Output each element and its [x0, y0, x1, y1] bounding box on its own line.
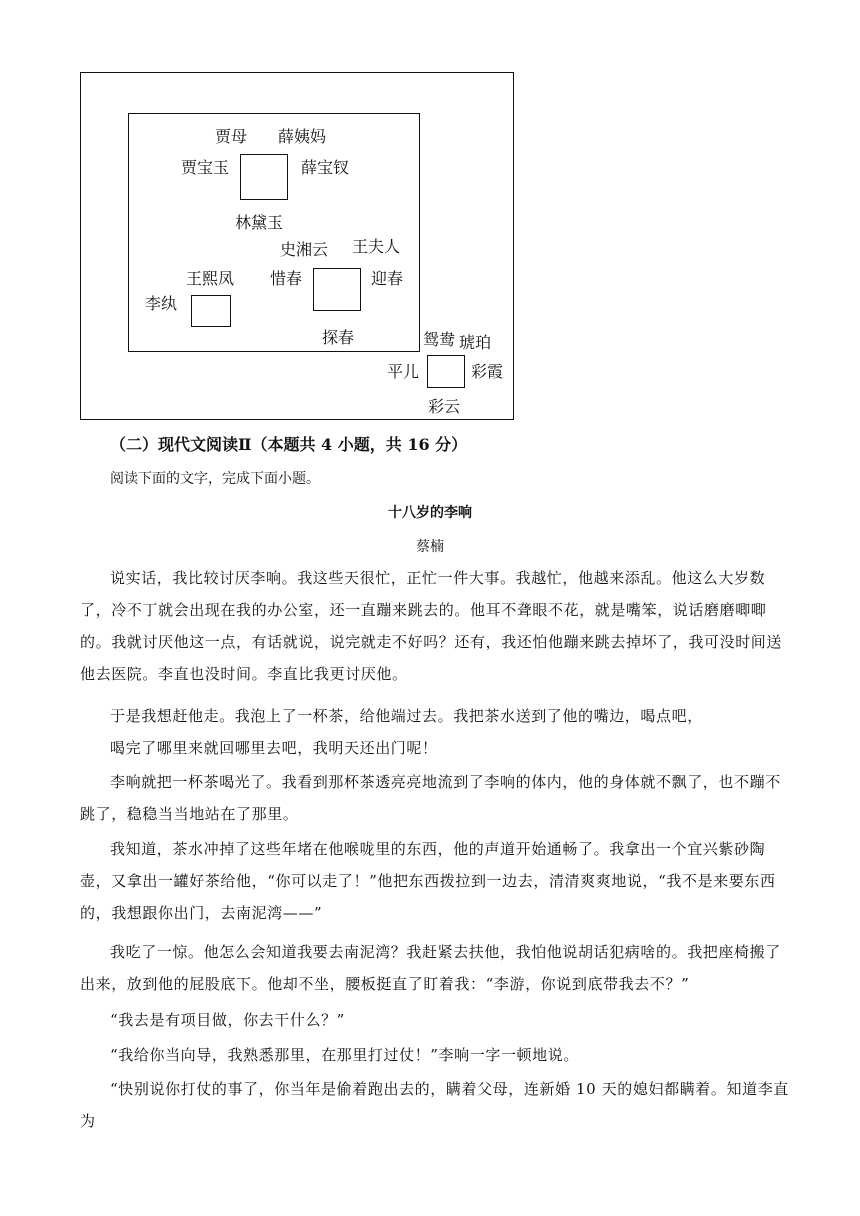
paragraph-3: 喝完了哪里来就回哪里去吧，我明天还出门呢！	[110, 739, 438, 757]
label-wangfuren: 王夫人	[352, 237, 401, 256]
label-yingchun: 迎春	[371, 269, 404, 288]
paragraph-7: “我去是有项目做，你去干什么？”	[110, 1011, 345, 1029]
label-ping-er: 平儿	[387, 362, 420, 381]
seat-box-liwan	[191, 295, 231, 327]
seat-box-baoyu	[240, 154, 288, 200]
label-caixia: 彩霞	[471, 362, 504, 381]
label-shixiangyun: 史湘云	[280, 240, 329, 259]
label-liwan: 李纨	[145, 294, 178, 313]
label-jiamu: 贾母	[215, 127, 248, 146]
label-tanchun: 探春	[322, 328, 355, 347]
paragraph-4: 李响就把一杯茶喝光了。我看到那杯茶透亮亮地流到了李响的体内，他的身体就不飘了，也不蹦不跳了，稳稳当当地站在了那里。	[80, 773, 781, 823]
label-xueyima: 薛姨妈	[278, 127, 327, 146]
paragraph-1: 说实话，我比较讨厌李响。我这些天很忙，正忙一件大事。我越忙，他越来添乱。他这么大岁数了，冷不丁就会出现在我的办公室，还一直蹦来跳去的。他耳不聋眼不花，就是嘴笨，说话磨磨唧唧的。我就讨厌他这一点，有话就说，说完就走不好吗？还有，我还怕他蹦来跳去掉坏了，我可没时间送他去医院。李直也没时间。李直比我更讨厌他。	[80, 569, 783, 683]
label-lindaiyu: 林黛玉	[235, 213, 284, 232]
label-xuebaochai: 薛宝钗	[301, 158, 350, 177]
label-yuanyang: 鸳鸯	[423, 330, 456, 349]
paragraph-2: 于是我想赶他走。我泡上了一杯茶，给他端过去。我把茶水送到了他的嘴边，喝点吧，	[110, 707, 703, 725]
seat-box-xichun	[313, 268, 361, 311]
story-title: 十八岁的李响	[388, 505, 472, 521]
paragraph-5: 我知道，茶水冲掉了这些年堵在他喉咙里的东西，他的声道开始通畅了。我拿出一个宜兴紫砂陶壶，又拿出一罐好茶给他，“你可以走了！”他把东西拨拉到一边去，清清爽爽地说，“我不是来要东西的，我想跟你出门，去南泥湾——”	[80, 840, 776, 922]
label-caiyun: 彩云	[428, 397, 461, 416]
label-xichun: 惜春	[270, 269, 303, 288]
paragraph-8: “我给你当向导，我熟悉那里，在那里打过仗！”李响一字一顿地说。	[110, 1046, 579, 1064]
seat-box-ping-er	[427, 355, 465, 388]
story-author: 蔡楠	[416, 539, 444, 555]
label-wangxifeng: 王熙凤	[186, 269, 235, 288]
label-hupo: 琥珀	[459, 333, 492, 352]
label-jiabaoyu: 贾宝玉	[181, 158, 230, 177]
paragraph-9: “快别说你打仗的事了，你当年是偷着跑出去的，瞒着父母，连新婚 10 天的媳妇都瞒着。知道李直为	[80, 1080, 789, 1130]
paragraph-6: 我吃了一惊。他怎么会知道我要去南泥湾？我赶紧去扶他，我怕他说胡话犯病啥的。我把座椅搬了出来，放到他的屁股底下。他却不坐，腰板挺直了盯着我：“李游，你说到底带我去不？”	[80, 943, 781, 993]
section-heading: （二）现代文阅读Ⅱ（本题共 4 小题，共 16 分）	[110, 435, 468, 454]
instruction-text: 阅读下面的文字，完成下面小题。	[110, 471, 320, 487]
